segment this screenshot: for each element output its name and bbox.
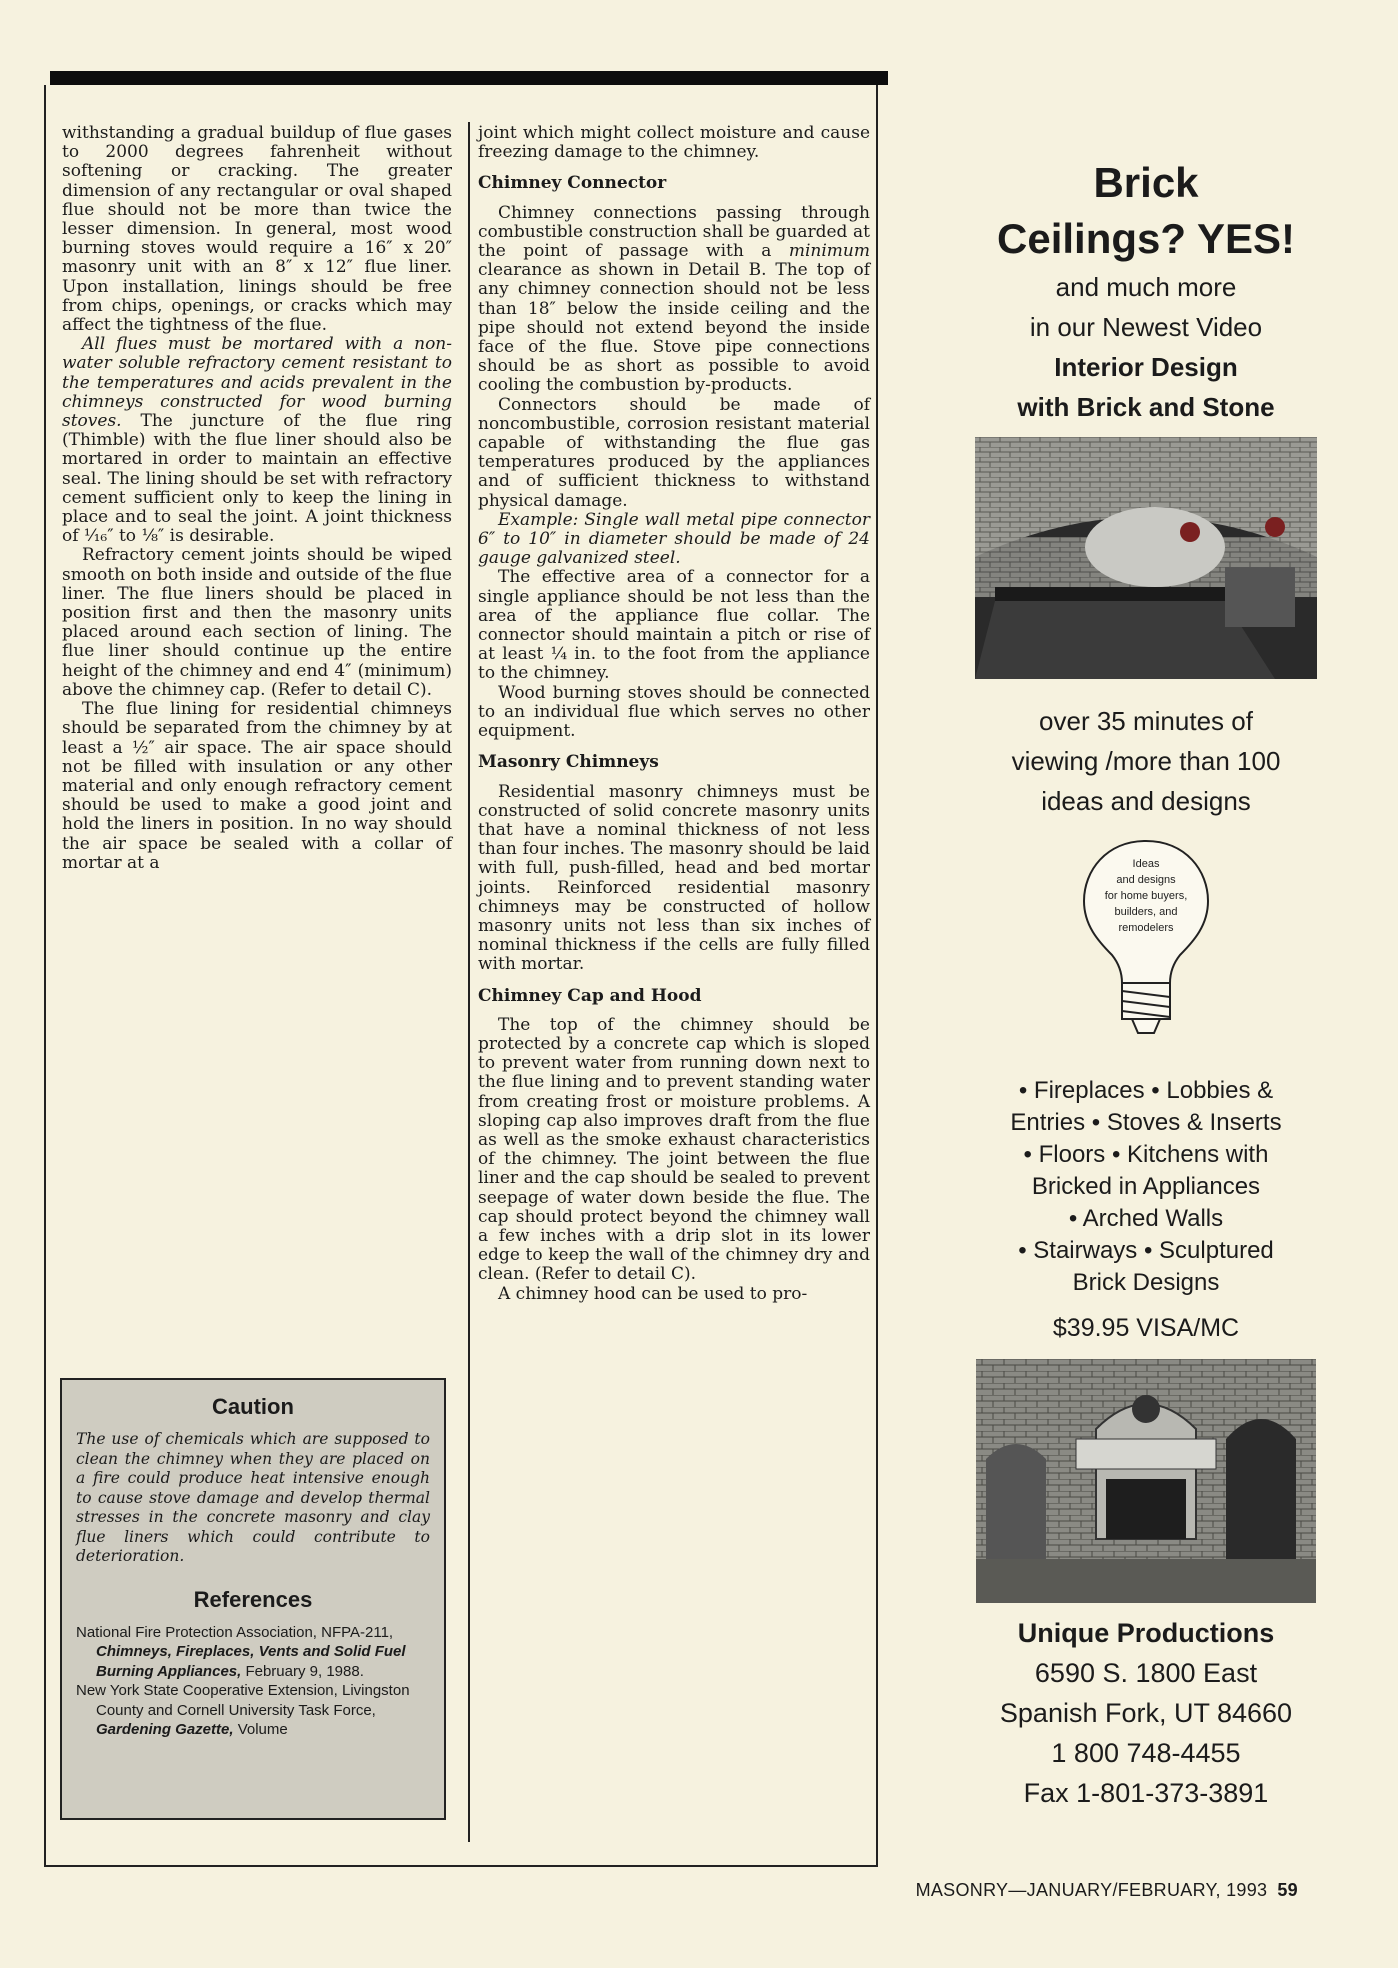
paragraph: joint which might collect moisture and cause freezing damage to the chimney. bbox=[478, 123, 870, 163]
caution-heading: Caution bbox=[212, 1394, 294, 1419]
article-column-1 bbox=[62, 124, 452, 873]
company-name: Unique Productions bbox=[1017, 1618, 1275, 1648]
reference-item bbox=[76, 1681, 430, 1740]
subheading-masonry-chimneys: Masonry Chimneys bbox=[478, 752, 659, 773]
references-list bbox=[76, 1623, 430, 1740]
feature-line: • Floors • Kitchens with bbox=[1023, 1141, 1269, 1168]
fax-number: Fax 1-801-373-3891 bbox=[1023, 1778, 1269, 1808]
paragraph: The flue lining for residential chimneys should be separated from the chimney by at least a ½″ air space. The air space should not be filled with insulation or any other material and only enough refractory cement should be used to make a good joint and hold the liners in position. In no way should the air space be sealed with a collar of mortar at a bbox=[62, 699, 452, 873]
text: February 9, 1988. bbox=[241, 1662, 364, 1680]
top-rule bbox=[50, 71, 888, 85]
address-line: 6590 S. 1800 East bbox=[1034, 1658, 1258, 1688]
paragraph: Connectors should be made of noncombustible, corrosion resistant material capable of withstanding the flue gas temperatures produced by the appliances and of sufficient thickness to withstand physical damage. bbox=[478, 394, 870, 511]
italic-text: All flues must be mortared with a non-water soluble refractory cement resistant to the temperatures and acids prevalent in the chimneys constructed for wood burning stoves. bbox=[62, 334, 452, 432]
paragraph: Refractory cement joints should be wiped smooth on both inside and outside of the flue liner. The flue liners should be placed in position first and then the masonry units placed around each section of lining. The flue liner should continue up the entire height of the chimney and end 4″ (minimum) above the chimney cap. (Refer to detail C). bbox=[62, 545, 452, 700]
bulb-text: for home buyers, bbox=[1104, 890, 1188, 902]
italic-text: minimum bbox=[788, 241, 870, 262]
subheading-chimney-cap: Chimney Cap and Hood bbox=[478, 985, 702, 1006]
subheading-chimney-connector: Chimney Connector bbox=[478, 173, 667, 194]
advertisement bbox=[934, 155, 1358, 1813]
page-footer bbox=[916, 1880, 1298, 1901]
reference-title: Chimneys, Fireplaces, Vents and Solid Fuel Burning Appliances, bbox=[96, 1643, 406, 1680]
feature-line: • Arched Walls bbox=[1068, 1205, 1224, 1232]
reference-item bbox=[76, 1623, 430, 1682]
caution-text: The use of chemicals which are supposed to clean the chimney when they are placed on a fire could produce heat intensive enough to cause stove damage and develop thermal stresses in the concrete masonry and clay flue liners which could contribute to deterioration. bbox=[76, 1430, 430, 1565]
ad-line: and much more bbox=[1055, 272, 1237, 302]
feature-list bbox=[934, 1075, 1358, 1299]
brick-ceiling-photo bbox=[975, 437, 1317, 679]
paragraph: The top of the chimney should be protected by a concrete cap which is sloped to prevent water from running down next to the flue lining and to prevent standing water from creating frost or moisture problems. A sloping cap also improves draft from the flue as well as the smoke exhaust characteristics of the chimney. The joint between the flue liner and the cap should be sealed to prevent seepage of water down beside the flue. The cap should protect beyond the chimney wall a few inches with a drip slot in its lower edge to keep the wall of the chimney dry and clean. (Refer to detail C). bbox=[478, 1014, 870, 1285]
paragraph: Residential masonry chimneys must be constructed of solid concrete masonry units that have a nominal thickness of not less than four inches. The masonry should be laid with full, push-filled, head and bed mortar joints. Reinforced residential masonry chimneys may be constructed of hollow masonry units not less than six inches of nominal thickness if the cells are fully filled with mortar. bbox=[478, 781, 870, 975]
ad-line: over 35 minutes of bbox=[1039, 706, 1253, 736]
bulb-text: and designs bbox=[1116, 874, 1176, 886]
video-title: with Brick and Stone bbox=[1017, 392, 1275, 422]
text: Volume bbox=[233, 1721, 288, 1738]
text: clearance as shown in Detail B. The top of any chimney connection should not be less than 18″ below the inside ceiling and the pipe should not extend beyond the inside face of the flue. Stove pipe connections should be as short as possible to avoid cooling the combustion by-products. bbox=[478, 260, 870, 396]
ad-line: ideas and designs bbox=[1041, 786, 1251, 816]
text: National Fire Protection Association, NFPA-211, bbox=[76, 1623, 394, 1641]
text: New York State Cooperative Extension, Livingston County and Cornell University Task Force, bbox=[76, 1682, 410, 1719]
page-number: 59 bbox=[1277, 1880, 1298, 1900]
address-line: Spanish Fork, UT 84660 bbox=[999, 1698, 1293, 1728]
column-divider bbox=[468, 122, 470, 1842]
reference-title: Gardening Gazette, bbox=[96, 1721, 234, 1738]
example-paragraph: Example: Single wall metal pipe connector 6″ to 10″ in diameter should be made of 24 gauge galvanized steel. bbox=[478, 509, 870, 569]
lightbulb-icon bbox=[1076, 833, 1216, 1053]
feature-line: • Stairways • Sculptured bbox=[1018, 1237, 1274, 1264]
video-title: Interior Design bbox=[1054, 352, 1238, 382]
feature-line: Brick Designs bbox=[1072, 1269, 1220, 1296]
text: The juncture of the flue ring (Thimble) with the flue liner should also be mortared in order to maintain an effective seal. The lining should be set with refractory cement sufficient only to keep the lining in place and to seal the joint. A joint thickness of ¹⁄₁₆″ to ⅛″ is desirable. bbox=[62, 411, 452, 547]
bulb-text: builders, and bbox=[1114, 906, 1178, 918]
ad-headline: Brick bbox=[1093, 159, 1199, 206]
brick-fireplace-photo bbox=[976, 1359, 1316, 1603]
ad-headline: Ceilings? YES! bbox=[997, 215, 1295, 262]
caution-box bbox=[60, 1378, 446, 1820]
phone-number: 1 800 748-4455 bbox=[1051, 1738, 1241, 1768]
bulb-text: remodelers bbox=[1118, 922, 1174, 934]
feature-line: • Fireplaces • Lobbies & bbox=[1018, 1077, 1274, 1104]
ad-line: viewing /more than 100 bbox=[1011, 746, 1281, 776]
feature-line: Entries • Stoves & Inserts bbox=[1010, 1109, 1282, 1136]
price: $39.95 VISA/MC bbox=[1052, 1314, 1240, 1342]
paragraph: withstanding a gradual buildup of flue gases to 2000 degrees fahrenheit without softening or cracking. The greater dimension of any rectangular or oval shaped flue should not be more than twice the lesser dimension. In general, most wood burning stoves would require a 16″ x 20″ masonry unit with an 8″ x 12″ flue liner. Upon installation, linings should be free from chips, openings, or cracks which may affect the tightness of the flue. bbox=[62, 123, 452, 336]
issue-label: MASONRY—JANUARY/FEBRUARY, 1993 bbox=[915, 1880, 1268, 1900]
bulb-text: Ideas bbox=[1132, 858, 1160, 870]
paragraph: The effective area of a connector for a single appliance should be not less than the area of the appliance flue collar. The connector should maintain a pitch or rise of at least ¼ in. to the foot from the appliance to the chimney. bbox=[478, 567, 870, 684]
ad-line: in our Newest Video bbox=[1029, 312, 1263, 342]
feature-line: Bricked in Appliances bbox=[1031, 1173, 1261, 1200]
article-column-2 bbox=[478, 124, 870, 1304]
paragraph bbox=[478, 204, 870, 396]
paragraph: A chimney hood can be used to pro- bbox=[498, 1283, 808, 1304]
paragraph bbox=[62, 335, 452, 546]
paragraph: Wood burning stoves should be connected to an individual flue which serves no other equipment. bbox=[478, 682, 870, 742]
text: Chimney connections passing through combustible construction shall be guarded at the point of passage with a bbox=[478, 202, 870, 262]
references-heading: References bbox=[193, 1586, 313, 1612]
